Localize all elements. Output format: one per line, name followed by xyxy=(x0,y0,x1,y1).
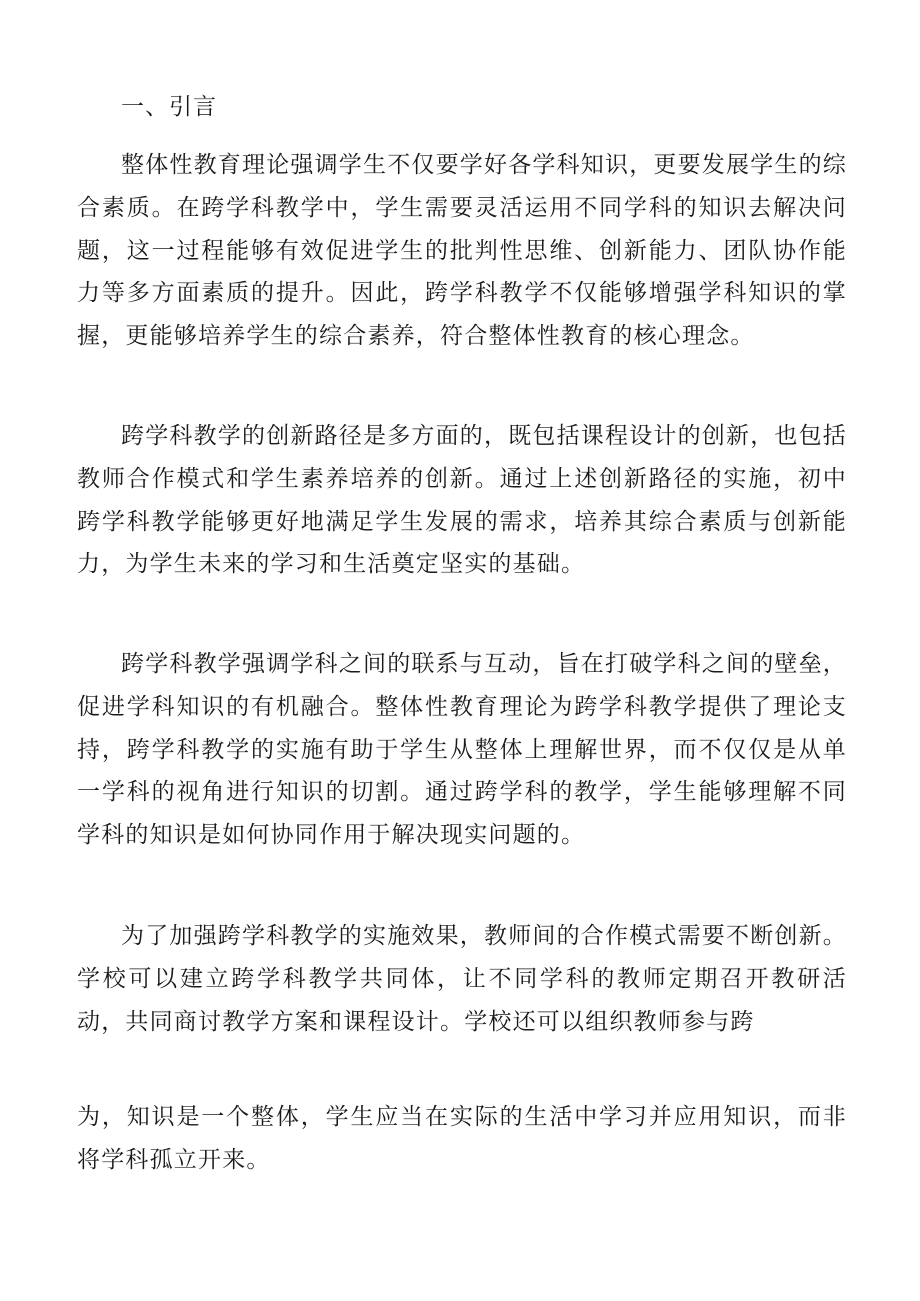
section-heading: 一、引言 xyxy=(121,94,217,120)
paragraph-3: 跨学科教学强调学科之间的联系与互动，旨在打破学科之间的壁垒，促进学科知识的有机融合。整体性教育理论为跨学科教学提供了理论支持，跨学科教学的实施有助于学生从整体上理解世界，而不仅仅是从单一学科的视角进行知识的切割。通过跨学科的教学，学生能够理解不同学科的知识是如何协同作用于解决现实问题的。 xyxy=(77,651,847,849)
paragraph-2: 跨学科教学的创新路径是多方面的，既包括课程设计的创新，也包括教师合作模式和学生素养培养的创新。通过上述创新路径的实施，初中跨学科教学能够更好地满足学生发展的需求，培养其综合素质与创新能力，为学生未来的学习和生活奠定坚实的基础。 xyxy=(77,423,847,578)
paragraph-4: 为了加强跨学科教学的实施效果，教师间的合作模式需要不断创新。学校可以建立跨学科教学共同体，让不同学科的教师定期召开教研活动，共同商讨教学方案和课程设计。学校还可以组织教师参与跨 xyxy=(77,923,847,1035)
paragraph-1: 整体性教育理论强调学生不仅要学好各学科知识，更要发展学生的综合素质。在跨学科教学中，学生需要灵活运用不同学科的知识去解决问题，这一过程能够有效促进学生的批判性思维、创新能力、团队协作能力等多方面素质的提升。因此，跨学科教学不仅能够增强学科知识的掌握，更能够培养学生的综合素养，符合整体性教育的核心理念。 xyxy=(77,152,847,350)
paragraph-5: 为，知识是一个整体，学生应当在实际的生活中学习并应用知识，而非将学科孤立开来。 xyxy=(77,1104,847,1173)
